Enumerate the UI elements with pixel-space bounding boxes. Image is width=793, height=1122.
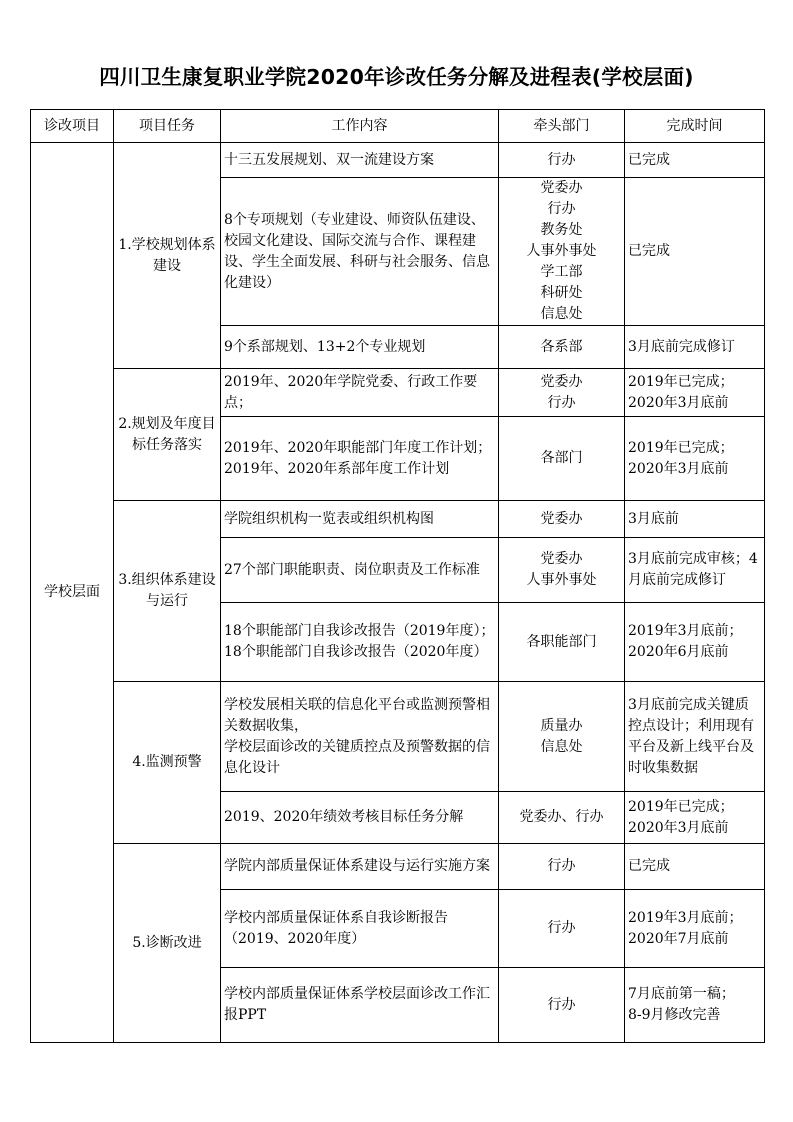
content-line: 学院组织机构一览表或组织机构图: [224, 510, 434, 527]
dept-line: 行办: [547, 996, 576, 1013]
time-cell: [625, 501, 765, 538]
time-line: 7月底前第一稿；: [628, 986, 735, 1002]
table-body: [31, 143, 765, 1043]
dept-line: 人事外事处: [526, 572, 597, 588]
dept-cell: [499, 968, 625, 1043]
time-line: 2020年7月底前: [628, 930, 729, 947]
time-line: 3月底前完成修订: [628, 338, 735, 355]
content-cell: [221, 326, 499, 369]
dept-cell: [499, 417, 625, 501]
dept-cell: [499, 682, 625, 792]
content-line: 学校发展相关联的信息化平台或监测预警相关数据收集，: [224, 696, 490, 734]
content-cell: [221, 143, 499, 178]
dept-line: 科研处: [540, 285, 583, 301]
time-cell: [625, 603, 765, 682]
dept-cell: [499, 369, 625, 417]
dept-line: 质量办: [540, 717, 583, 734]
time-line: 2019年3月底前；: [628, 909, 743, 926]
content-line: 9个系部规划、13+2个专业规划: [224, 338, 426, 355]
dept-cell: [499, 143, 625, 178]
header-dept: 牵头部门: [499, 110, 625, 143]
dept-line: 党委办: [540, 510, 583, 527]
dept-line: 党委办、行办: [519, 809, 604, 825]
dept-cell: [499, 890, 625, 968]
content-line: 2019、2020年绩效考核目标任务分解: [224, 809, 464, 825]
content-cell: [221, 501, 499, 538]
content-cell: [221, 844, 499, 890]
time-line: 2020年6月底前: [628, 644, 729, 660]
content-line: 学校内部质量保证体系学校层面诊改工作汇报PPT: [224, 986, 490, 1023]
time-line: 3月底前: [628, 510, 679, 527]
content-cell: [221, 890, 499, 968]
dept-line: 党委办: [540, 373, 583, 390]
time-cell: [625, 143, 765, 178]
content-cell: [221, 538, 499, 603]
dept-line: 行办: [547, 201, 576, 217]
time-line: 3月底前完成关键质控点设计；利用现有平台及新上线平台及时收集数据: [628, 696, 754, 776]
content-line: 2019年、2020年学院党委、行政工作要点；: [224, 373, 478, 411]
time-line: 2020年3月底前: [628, 819, 729, 836]
task-name-cell: 1.学校规划体系建设: [114, 143, 221, 369]
dept-cell: [499, 326, 625, 369]
content-line: 8个专项规划（专业建设、师资队伍建设、校园文化建设、国际交流与合作、课程建设、学生全面发展、科研与社会服务、信息化建设）: [224, 211, 490, 291]
dept-cell: [499, 501, 625, 538]
dept-cell: [499, 603, 625, 682]
time-line: 已完成: [628, 858, 670, 874]
dept-cell: [499, 844, 625, 890]
content-line: 18个职能部门自我诊改报告（2019年度）；: [224, 623, 495, 639]
time-line: 2019年已完成；: [628, 373, 734, 390]
dept-line: 各部门: [540, 450, 583, 466]
dept-line: 行办: [547, 394, 576, 411]
task-name-cell: 4.监测预警: [114, 682, 221, 844]
time-line: 2019年3月底前；: [628, 623, 743, 639]
dept-line: 行办: [547, 151, 576, 168]
time-cell: [625, 968, 765, 1043]
time-line: 2019年已完成；: [628, 798, 734, 815]
dept-cell: [499, 178, 625, 326]
content-line: 学校内部质量保证体系自我诊断报告（2019、2020年度）: [224, 909, 448, 947]
content-cell: [221, 417, 499, 501]
dept-line: 行办: [547, 858, 576, 874]
content-cell: [221, 792, 499, 844]
dept-line: 党委办: [540, 180, 583, 196]
dept-line: 信息处: [540, 306, 583, 322]
task-name-cell: 3.组织体系建设与运行: [114, 501, 221, 682]
time-cell: [625, 682, 765, 792]
header-project: 诊改项目: [31, 110, 114, 143]
table-row: [31, 682, 765, 792]
time-cell: [625, 178, 765, 326]
dept-line: 行办: [547, 920, 576, 936]
content-cell: [221, 603, 499, 682]
content-line: 2019年、2020年系部年度工作计划: [224, 460, 450, 477]
task-table: [30, 109, 765, 1043]
content-cell: [221, 178, 499, 326]
task-name-cell: 5.诊断改进: [114, 844, 221, 1043]
time-cell: [625, 844, 765, 890]
time-line: 已完成: [628, 243, 670, 259]
time-line: 8-9月修改完善: [628, 1007, 721, 1023]
dept-line: 党委办: [540, 551, 583, 567]
header-time: 完成时间: [625, 110, 765, 143]
content-line: 27个部门职能职责、岗位职责及工作标准: [224, 561, 480, 578]
time-cell: [625, 890, 765, 968]
time-line: 3月底前完成审核；4月底前完成修订: [628, 551, 758, 588]
time-cell: [625, 538, 765, 603]
content-cell: [221, 682, 499, 792]
content-line: 2019年、2020年职能部门年度工作计划；: [224, 439, 492, 456]
time-cell: [625, 792, 765, 844]
content-line: 十三五发展规划、双一流建设方案: [224, 151, 434, 168]
table-row: [31, 501, 765, 538]
dept-line: 教务处: [540, 222, 583, 238]
dept-line: 信息处: [540, 738, 583, 755]
time-line: 已完成: [628, 151, 670, 168]
table-row: [31, 844, 765, 890]
time-cell: [625, 369, 765, 417]
page-title: 四川卫生康复职业学院2020年诊改任务分解及进程表(学校层面): [99, 65, 694, 89]
dept-line: 各系部: [540, 338, 583, 355]
time-line: 2019年已完成；: [628, 439, 734, 456]
header-task: 项目任务: [114, 110, 221, 143]
content-line: 学校层面诊改的关键质控点及预警数据的信息化设计: [224, 738, 490, 776]
time-line: 2020年3月底前: [628, 394, 729, 411]
time-line: 2020年3月底前: [628, 460, 729, 477]
content-line: 学院内部质量保证体系建设与运行实施方案: [224, 858, 490, 874]
project-cell: 学校层面: [31, 143, 114, 1043]
dept-line: 学工部: [540, 264, 583, 280]
header-content: 工作内容: [221, 110, 499, 143]
time-cell: [625, 417, 765, 501]
task-name-cell: 2.规划及年度目标任务落实: [114, 369, 221, 501]
dept-cell: [499, 792, 625, 844]
table-row: [31, 369, 765, 417]
content-cell: [221, 968, 499, 1043]
dept-line: 人事外事处: [526, 243, 597, 259]
table-header-row: [31, 110, 765, 143]
dept-line: 各职能部门: [526, 633, 597, 650]
content-line: 18个职能部门自我诊改报告（2020年度）: [224, 644, 488, 660]
content-cell: [221, 369, 499, 417]
time-cell: [625, 326, 765, 369]
dept-cell: [499, 538, 625, 603]
table-row: [31, 143, 765, 178]
